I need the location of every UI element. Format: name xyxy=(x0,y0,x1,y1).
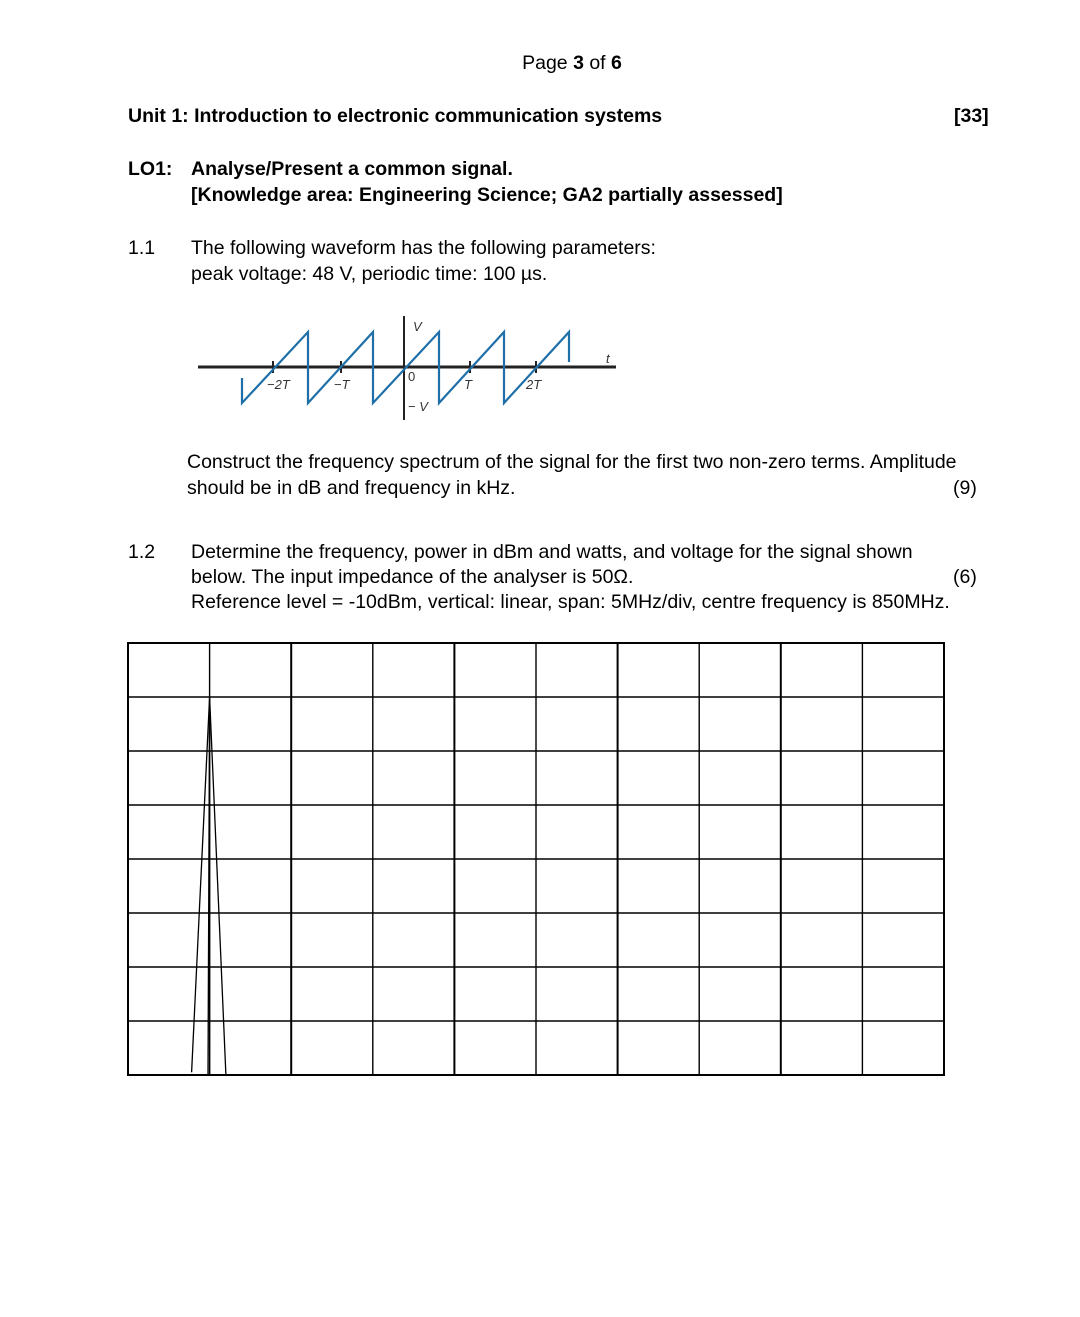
label-v: V xyxy=(413,319,422,334)
unit-marks: [33] xyxy=(954,105,989,127)
question-1-1-marks: (9) xyxy=(953,477,977,499)
learning-outcome-label: LO1: xyxy=(128,158,173,180)
sawtooth-waveform-figure xyxy=(190,310,630,430)
knowledge-area: [Knowledge area: Engineering Science; GA2 partially assessed] xyxy=(191,184,783,206)
label-t-axis: t xyxy=(606,351,610,366)
question-1-1-number: 1.1 xyxy=(128,237,156,259)
label-neg-t: −T xyxy=(334,377,350,392)
spectrum-analyser-display xyxy=(128,643,944,1075)
label-zero: 0 xyxy=(408,369,416,384)
spectrum-trace xyxy=(192,697,226,1075)
analyser-settings: Reference level = -10dBm, vertical: linear, span: 5MHz/div, centre frequency is 850MHz. xyxy=(191,591,950,613)
current-page: 3 xyxy=(573,52,584,74)
question-1-1-text: The following waveform has the following parameters: xyxy=(191,237,656,259)
page-number: Page 3 of 6 xyxy=(522,52,622,74)
total-pages: 6 xyxy=(611,52,622,74)
question-1-2-text-cont: below. The input impedance of the analyser is 50Ω. xyxy=(191,566,634,588)
question-1-1-instruction: Construct the frequency spectrum of the signal for the first two non-zero terms. Amplitude xyxy=(187,451,957,473)
spectrum-signal-inner-line xyxy=(208,697,210,1075)
spectrum-grid xyxy=(128,643,944,1075)
question-1-1-parameters: peak voltage: 48 V, periodic time: 100 µs. xyxy=(191,263,548,285)
label-neg-2t: −2T xyxy=(267,377,290,392)
unit-title: Unit 1: Introduction to electronic communication systems xyxy=(128,105,663,127)
question-1-1-instruction-cont: should be in dB and frequency in kHz. xyxy=(187,477,516,499)
question-1-2-number: 1.2 xyxy=(128,541,156,563)
label-neg-v: − V xyxy=(408,399,428,414)
question-1-2-text: Determine the frequency, power in dBm and watts, and voltage for the signal shown xyxy=(191,541,913,563)
label-2t: 2T xyxy=(526,377,542,392)
learning-outcome-title: Analyse/Present a common signal. xyxy=(191,158,513,180)
label-t: T xyxy=(464,377,472,392)
question-1-2-marks: (6) xyxy=(953,566,977,588)
